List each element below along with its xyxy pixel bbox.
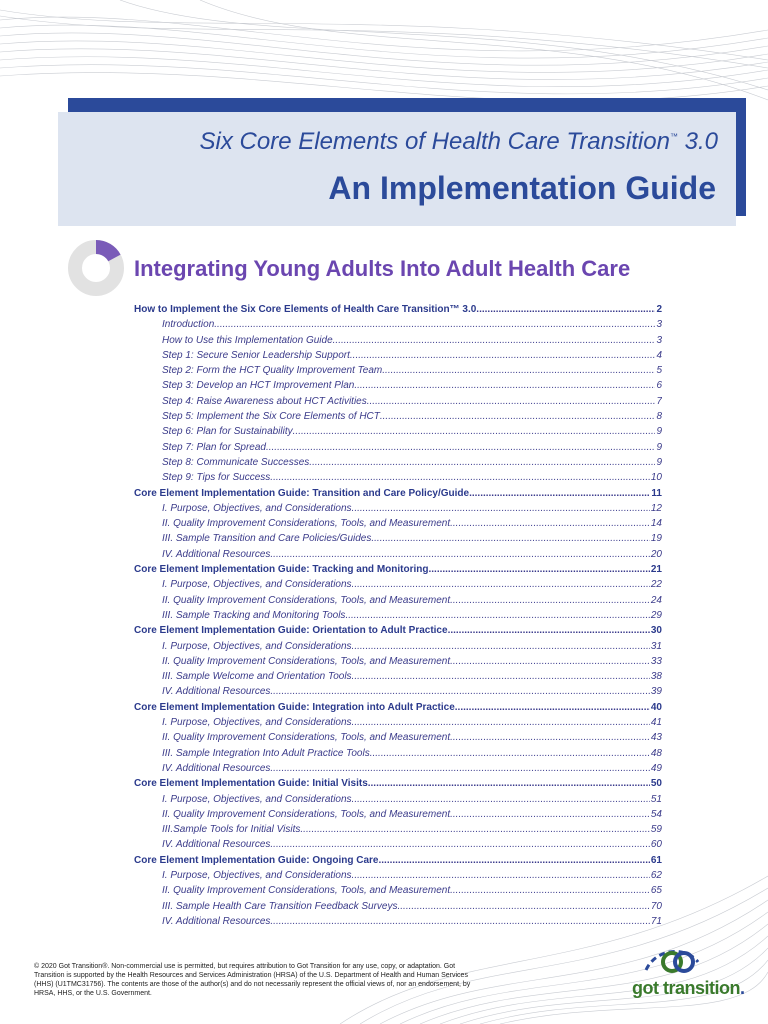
toc-page-number: 39 — [650, 686, 662, 698]
toc-subsection-entry[interactable] — [134, 593, 662, 608]
toc-dot-leader — [371, 531, 650, 546]
toc-entry-title: IV. Additional Resources — [162, 548, 271, 560]
toc-subsection-entry[interactable] — [134, 501, 662, 516]
toc-subsection-entry[interactable] — [134, 669, 662, 684]
toc-dot-leader — [270, 547, 649, 562]
toc-page-number: 30 — [650, 625, 662, 637]
toc-page-number: 7 — [656, 395, 662, 407]
toc-subsection-entry[interactable] — [134, 547, 662, 562]
toc-entry-title: Core Element Implementation Guide: Transition and Care Policy/Guide — [134, 487, 470, 499]
toc-dot-leader — [380, 409, 656, 424]
toc-entry-title: Core Element Implementation Guide: Integration into Adult Practice — [134, 701, 455, 713]
toc-dot-leader — [382, 363, 655, 378]
toc-entry-title: III.Sample Tools for Initial Visits — [162, 824, 301, 836]
toc-entry-title: III. Sample Health Care Transition Feedback Surveys — [162, 900, 398, 912]
toc-subsection-entry[interactable] — [134, 424, 662, 439]
toc-entry-title: III. Sample Tracking and Monitoring Tools — [162, 609, 346, 621]
toc-dot-leader — [370, 746, 650, 761]
toc-page-number: 3 — [656, 319, 662, 331]
toc-section-entry[interactable] — [134, 302, 662, 317]
toc-dot-leader — [450, 807, 650, 822]
toc-dot-leader — [450, 730, 650, 745]
toc-subsection-entry[interactable] — [134, 715, 662, 730]
toc-subsection-entry[interactable] — [134, 792, 662, 807]
toc-page-number: 50 — [650, 778, 662, 790]
toc-section-entry[interactable] — [134, 623, 662, 638]
donut-icon — [66, 238, 126, 298]
toc-page-number: 48 — [650, 747, 662, 759]
toc-subsection-entry[interactable] — [134, 654, 662, 669]
toc-subsection-entry[interactable] — [134, 914, 662, 929]
toc-entry-title: Core Element Implementation Guide: Orientation to Adult Practice — [134, 625, 448, 637]
toc-page-number: 21 — [650, 564, 662, 576]
toc-subsection-entry[interactable] — [134, 807, 662, 822]
toc-dot-leader — [352, 639, 650, 654]
toc-page-number: 59 — [650, 824, 662, 836]
toc-entry-title: IV. Additional Resources — [162, 762, 271, 774]
toc-subsection-entry[interactable] — [134, 730, 662, 745]
toc-subsection-entry[interactable] — [134, 378, 662, 393]
toc-dot-leader — [270, 684, 649, 699]
subtitle-text: Six Core Elements of Health Care Transition — [199, 128, 670, 155]
toc-entry-title: III. Sample Welcome and Orientation Tools — [162, 671, 352, 683]
toc-page-number: 33 — [650, 655, 662, 667]
toc-entry-title: II. Quality Improvement Considerations, Tools, and Measurement — [162, 885, 451, 897]
toc-entry-title: I. Purpose, Objectives, and Considerations — [162, 869, 352, 881]
toc-page-number: 38 — [650, 671, 662, 683]
toc-subsection-entry[interactable] — [134, 394, 662, 409]
toc-dot-leader — [266, 440, 655, 455]
toc-dot-leader — [450, 516, 650, 531]
toc-page-number: 65 — [650, 885, 662, 897]
toc-subsection-entry[interactable] — [134, 577, 662, 592]
toc-dot-leader — [350, 348, 656, 363]
toc-entry-title: Step 1: Secure Senior Leadership Support — [162, 349, 350, 361]
toc-subsection-entry[interactable] — [134, 455, 662, 470]
toc-entry-title: How to Implement the Six Core Elements of Health Care Transition™ 3.0 — [134, 304, 477, 315]
version-text: 3.0 — [677, 128, 718, 155]
logo-dot: . — [740, 978, 745, 998]
toc-dot-leader — [476, 302, 655, 317]
toc-entry-title: II. Quality Improvement Considerations, Tools, and Measurement — [162, 518, 451, 530]
toc-dot-leader — [450, 654, 650, 669]
toc-entry-title: Core Element Implementation Guide: Initial Visits — [134, 778, 368, 790]
toc-subsection-entry[interactable] — [134, 899, 662, 914]
toc-page-number: 43 — [650, 732, 662, 744]
trademark-mark: ™ — [669, 132, 678, 141]
toc-entry-title: Step 9: Tips for Success — [162, 472, 271, 484]
toc-page-number: 8 — [656, 411, 662, 423]
toc-entry-title: Step 8: Communicate Successes — [162, 456, 310, 468]
toc-page-number: 49 — [650, 762, 662, 774]
toc-subsection-entry[interactable] — [134, 746, 662, 761]
toc-entry-title: Step 2: Form the HCT Quality Improvement Team — [162, 365, 383, 377]
toc-subsection-entry[interactable] — [134, 761, 662, 776]
toc-dot-leader — [450, 883, 650, 898]
logo-word-got: got — [632, 978, 659, 998]
toc-dot-leader — [367, 394, 656, 409]
toc-dot-leader — [428, 562, 649, 577]
toc-page-number: 61 — [650, 854, 662, 866]
toc-dot-leader — [270, 837, 649, 852]
document-subtitle — [200, 128, 718, 156]
toc-entry-title: II. Quality Improvement Considerations, Tools, and Measurement — [162, 732, 451, 744]
toc-entry-title: I. Purpose, Objectives, and Considerations — [162, 793, 352, 805]
toc-dot-leader — [352, 577, 650, 592]
toc-page-number: 54 — [650, 808, 662, 820]
title-banner — [58, 112, 736, 226]
toc-dot-leader — [345, 608, 649, 623]
toc-page-number: 9 — [656, 426, 662, 438]
toc-section-entry[interactable] — [134, 562, 662, 577]
toc-page-number: 9 — [656, 441, 662, 453]
toc-dot-leader — [352, 501, 650, 516]
toc-page-number: 11 — [651, 487, 662, 499]
toc-entry-title: Introduction — [162, 319, 215, 331]
toc-entry-title: IV. Additional Resources — [162, 686, 271, 698]
toc-entry-title: Step 6: Plan for Sustainability — [162, 426, 293, 438]
toc-subsection-entry[interactable] — [134, 348, 662, 363]
toc-dot-leader — [309, 455, 655, 470]
toc-page-number: 19 — [650, 533, 662, 545]
toc-page-number: 9 — [656, 456, 662, 468]
toc-entry-title: Core Element Implementation Guide: Ongoing Care — [134, 854, 379, 866]
toc-entry-title: II. Quality Improvement Considerations, Tools, and Measurement — [162, 808, 451, 820]
toc-page-number: 10 — [650, 472, 662, 484]
toc-page-number: 22 — [650, 579, 662, 591]
toc-section-entry[interactable] — [134, 776, 662, 791]
toc-page-number: 60 — [650, 839, 662, 851]
toc-page-number: 40 — [650, 701, 662, 713]
toc-subsection-entry[interactable] — [134, 639, 662, 654]
toc-entry-title: How to Use this Implementation Guide — [162, 334, 333, 346]
toc-subsection-entry[interactable] — [134, 440, 662, 455]
toc-entry-title: Step 5: Implement the Six Core Elements of HCT — [162, 411, 380, 423]
toc-page-number: 2 — [656, 304, 662, 315]
toc-subsection-entry[interactable] — [134, 883, 662, 898]
toc-entry-title: I. Purpose, Objectives, and Considerations — [162, 640, 352, 652]
toc-subsection-entry[interactable] — [134, 409, 662, 424]
toc-page-number: 20 — [650, 548, 662, 560]
toc-page-number: 6 — [656, 380, 662, 392]
toc-entry-title: Core Element Implementation Guide: Tracking and Monitoring — [134, 564, 429, 576]
toc-page-number: 4 — [656, 349, 662, 361]
toc-page-number: 62 — [650, 869, 662, 881]
toc-entry-title: Step 7: Plan for Spread — [162, 441, 266, 453]
toc-page-number: 31 — [650, 640, 662, 652]
toc-page-number: 51 — [650, 793, 662, 805]
toc-page-number: 71 — [650, 915, 662, 927]
toc-dot-leader — [450, 593, 650, 608]
toc-entry-title: I. Purpose, Objectives, and Considerations — [162, 579, 352, 591]
section-heading: Integrating Young Adults Into Adult Health Care — [134, 256, 631, 281]
document-title: An Implementation Guide — [328, 170, 716, 206]
toc-dot-leader — [214, 317, 655, 332]
toc-entry-title: IV. Additional Resources — [162, 915, 271, 927]
table-of-contents — [134, 302, 662, 929]
toc-subsection-entry[interactable] — [134, 822, 662, 837]
toc-entry-title: II. Quality Improvement Considerations, Tools, and Measurement — [162, 594, 451, 606]
logo-word-transition: transition — [663, 978, 741, 998]
toc-section-entry[interactable] — [134, 486, 662, 501]
copyright-notice: © 2020 Got Transition®. Non-commercial use is permitted, but requires attribution to Got Transition for any use, copy, or adaptation. Got Transition is supported by the Health Resources and Services Administration (HRSA) of the U.S. Department of Health and Human Services (HHS) (U1TMC31756). The contents are those of the author(s) and do not necessarily represent the official views of, nor an endorsement, by HRSA, HHS, or the U.S. Government. — [34, 963, 471, 997]
toc-subsection-entry[interactable] — [134, 837, 662, 852]
toc-page-number: 5 — [656, 365, 662, 377]
toc-dot-leader — [368, 776, 650, 791]
toc-entry-title: II. Quality Improvement Considerations, Tools, and Measurement — [162, 655, 451, 667]
toc-dot-leader — [397, 899, 649, 914]
toc-subsection-entry[interactable] — [134, 363, 662, 378]
toc-dot-leader — [300, 822, 649, 837]
toc-dot-leader — [270, 914, 649, 929]
toc-page-number: 14 — [650, 518, 662, 530]
toc-dot-leader — [378, 853, 649, 868]
toc-page-number: 41 — [650, 717, 662, 729]
toc-subsection-entry[interactable] — [134, 317, 662, 332]
toc-subsection-entry[interactable] — [134, 868, 662, 883]
toc-dot-leader — [354, 378, 655, 393]
got-transition-logo-text — [632, 978, 745, 999]
toc-section-entry[interactable] — [134, 700, 662, 715]
toc-dot-leader — [352, 792, 650, 807]
toc-entry-title: III. Sample Integration Into Adult Practice Tools — [162, 747, 370, 759]
toc-page-number: 24 — [650, 594, 662, 606]
toc-page-number: 3 — [656, 334, 662, 346]
toc-dot-leader — [270, 470, 650, 485]
toc-subsection-entry[interactable] — [134, 516, 662, 531]
toc-dot-leader — [352, 669, 650, 684]
toc-entry-title: Step 4: Raise Awareness about HCT Activities — [162, 395, 367, 407]
toc-page-number: 12 — [650, 502, 662, 514]
toc-dot-leader — [333, 333, 656, 348]
toc-entry-title: I. Purpose, Objectives, and Considerations — [162, 717, 352, 729]
toc-section-entry[interactable] — [134, 853, 662, 868]
toc-dot-leader — [293, 424, 656, 439]
toc-dot-leader — [270, 761, 649, 776]
toc-subsection-entry[interactable] — [134, 333, 662, 348]
toc-subsection-entry[interactable] — [134, 684, 662, 699]
toc-dot-leader — [448, 623, 650, 638]
toc-dot-leader — [455, 700, 650, 715]
toc-dot-leader — [469, 486, 650, 501]
toc-subsection-entry[interactable] — [134, 470, 662, 485]
toc-dot-leader — [352, 868, 650, 883]
toc-page-number: 70 — [650, 900, 662, 912]
toc-entry-title: I. Purpose, Objectives, and Considerations — [162, 502, 352, 514]
toc-page-number: 29 — [650, 609, 662, 621]
toc-subsection-entry[interactable] — [134, 608, 662, 623]
toc-dot-leader — [352, 715, 650, 730]
toc-entry-title: IV. Additional Resources — [162, 839, 271, 851]
toc-subsection-entry[interactable] — [134, 531, 662, 546]
toc-entry-title: III. Sample Transition and Care Policies/Guides — [162, 533, 372, 545]
toc-entry-title: Step 3: Develop an HCT Improvement Plan — [162, 380, 355, 392]
